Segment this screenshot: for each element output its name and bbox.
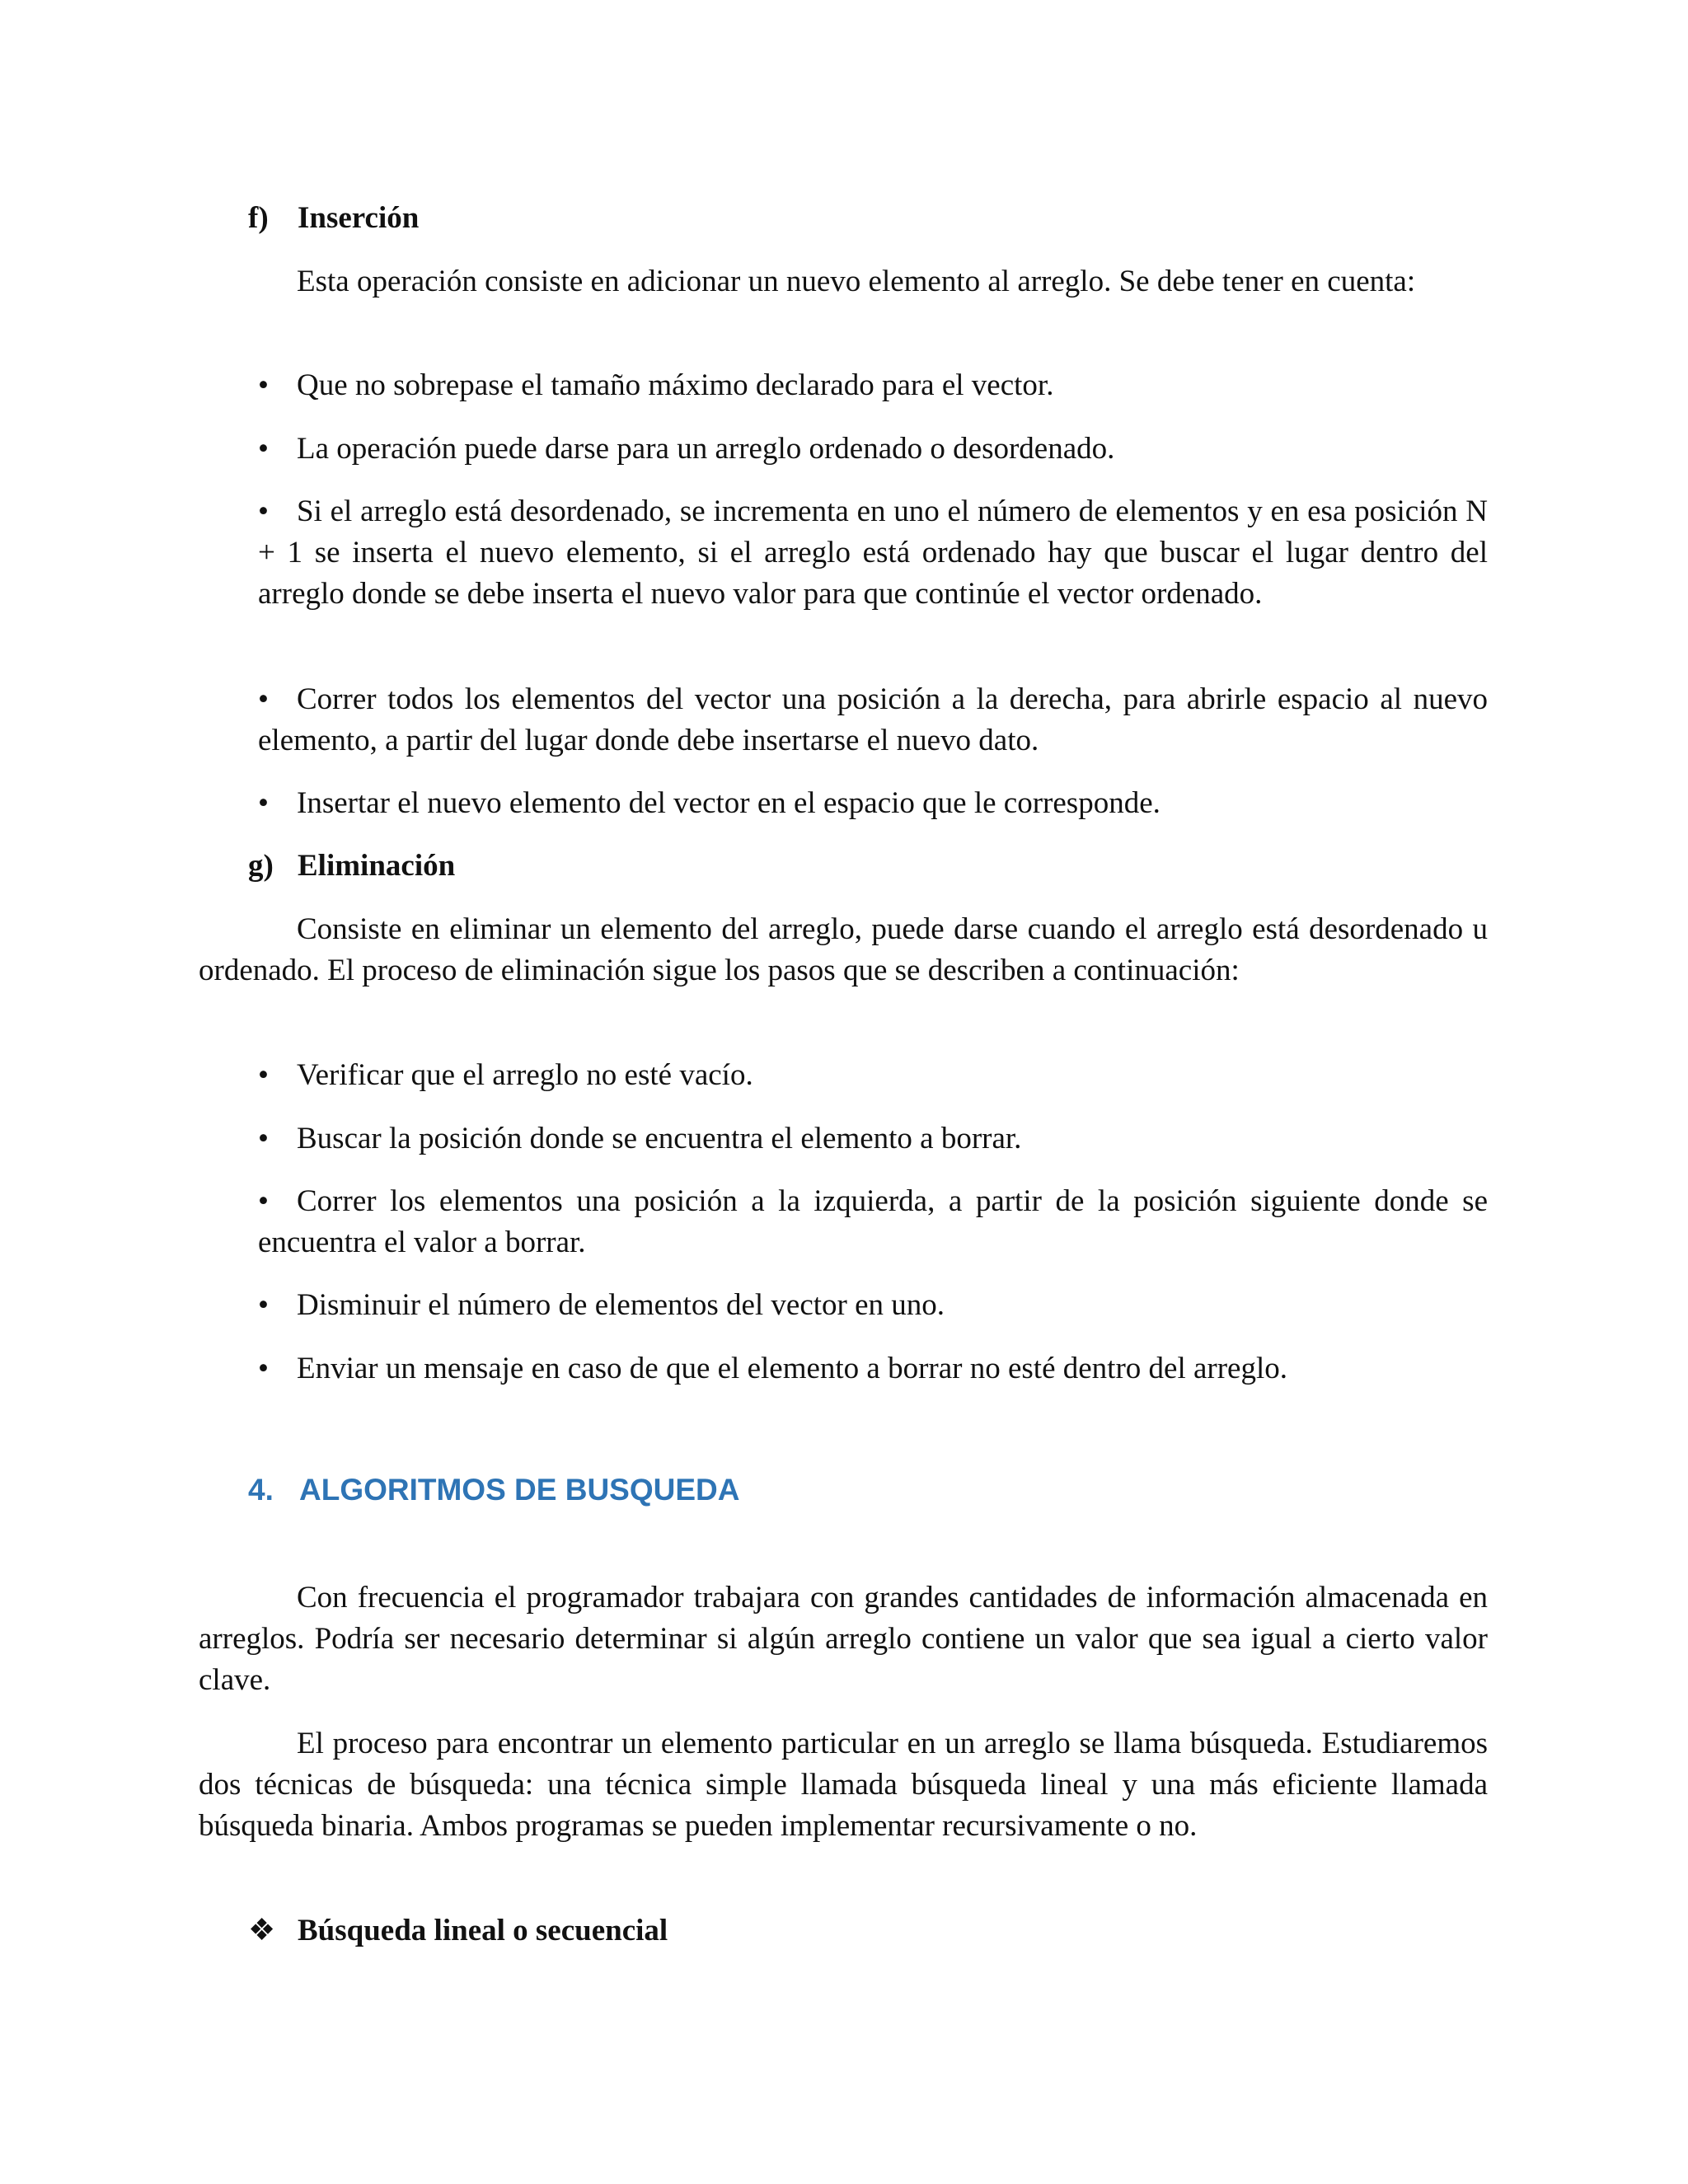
insercion-bullet-5 xyxy=(258,783,1488,824)
eliminacion-bullet-1 xyxy=(258,1055,1488,1096)
diamond-bullet-icon: ❖ xyxy=(248,1914,276,1947)
eliminacion-marker: g) xyxy=(248,849,274,883)
insercion-bullet-1 xyxy=(258,365,1488,406)
bullet-dot: • xyxy=(258,1122,269,1155)
insercion-heading xyxy=(248,198,419,239)
section-paragraph-2: El proceso para encontrar un elemento particular en un arreglo se llama búsqueda. Estudiaremos dos técnicas de búsqueda: una técnica simple llamada búsqueda lineal y una más eficiente llamada búsqueda binaria. Ambos programas se pueden implementar recursivamente o no. xyxy=(199,1727,1488,1843)
eliminacion-bullet-3 xyxy=(258,1181,1488,1263)
insercion-bullet-2 xyxy=(258,429,1488,470)
bullet-dot: • xyxy=(258,432,269,466)
eliminacion-bullet-5 xyxy=(258,1348,1488,1390)
insercion-bullet-3 xyxy=(258,491,1488,615)
busqueda-lineal-title: Búsqueda lineal o secuencial xyxy=(298,1914,668,1947)
bullet-dot: • xyxy=(258,1184,269,1218)
section-paragraph-1: Con frecuencia el programador trabajara con grandes cantidades de información almacenada en arreglos. Podría ser necesario determinar si algún arreglo contiene un valor que sea igual a cierto valor clave. xyxy=(199,1581,1488,1697)
bullet-dot: • xyxy=(258,494,269,528)
eliminacion-heading xyxy=(248,846,455,887)
bullet-text: Insertar el nuevo elemento del vector en el espacio que le corresponde. xyxy=(297,786,1160,820)
section-number: 4. xyxy=(248,1473,274,1507)
bullet-text: Buscar la posición donde se encuentra el elemento a borrar. xyxy=(297,1122,1022,1155)
bullet-dot: • xyxy=(258,1352,269,1385)
eliminacion-bullet-2 xyxy=(258,1118,1488,1160)
eliminacion-title: Eliminación xyxy=(298,849,456,883)
bullet-text: Correr los elementos una posición a la izquierda, a partir de la posición siguiente donde se encuentra el valor a borrar. xyxy=(258,1184,1488,1259)
bullet-text: Disminuir el número de elementos del vector en uno. xyxy=(297,1288,945,1322)
bullet-text: La operación puede darse para un arreglo ordenado o desordenado. xyxy=(297,432,1115,466)
eliminacion-intro: Consiste en eliminar un elemento del arreglo, puede darse cuando el arreglo está desordenado u ordenado. El proceso de eliminación sigue los pasos que se describen a continuación: xyxy=(199,912,1488,987)
bullet-dot: • xyxy=(258,786,269,820)
bullet-dot: • xyxy=(258,682,269,716)
bullet-dot: • xyxy=(258,1058,269,1092)
bullet-text: Que no sobrepase el tamaño máximo declarado para el vector. xyxy=(297,368,1054,402)
busqueda-lineal-heading xyxy=(248,1910,668,1952)
bullet-text: Enviar un mensaje en caso de que el elemento a borrar no esté dentro del arreglo. xyxy=(297,1352,1287,1385)
insercion-intro: Esta operación consiste en adicionar un nuevo elemento al arreglo. Se debe tener en cuenta: xyxy=(297,265,1416,298)
insercion-marker: f) xyxy=(248,201,269,235)
insercion-title: Inserción xyxy=(298,201,420,235)
section-title: ALGORITMOS DE BUSQUEDA xyxy=(299,1473,740,1507)
section-heading xyxy=(248,1469,739,1511)
bullet-dot: • xyxy=(258,1288,269,1322)
bullet-text: Correr todos los elementos del vector una posición a la derecha, para abrirle espacio al nuevo elemento, a partir del lugar donde debe insertarse el nuevo dato. xyxy=(258,682,1488,757)
bullet-text: Verificar que el arreglo no esté vacío. xyxy=(297,1058,753,1092)
eliminacion-bullet-4 xyxy=(258,1285,1488,1326)
bullet-text: Si el arreglo está desordenado, se incrementa en uno el número de elementos y en esa posición N + 1 se inserta el nuevo elemento, si el arreglo está ordenado hay que buscar el lugar dentro del arreglo donde se debe inserta el nuevo valor para que continúe el vector ordenado. xyxy=(258,494,1488,611)
insercion-bullet-4 xyxy=(258,679,1488,762)
bullet-dot: • xyxy=(258,368,269,402)
